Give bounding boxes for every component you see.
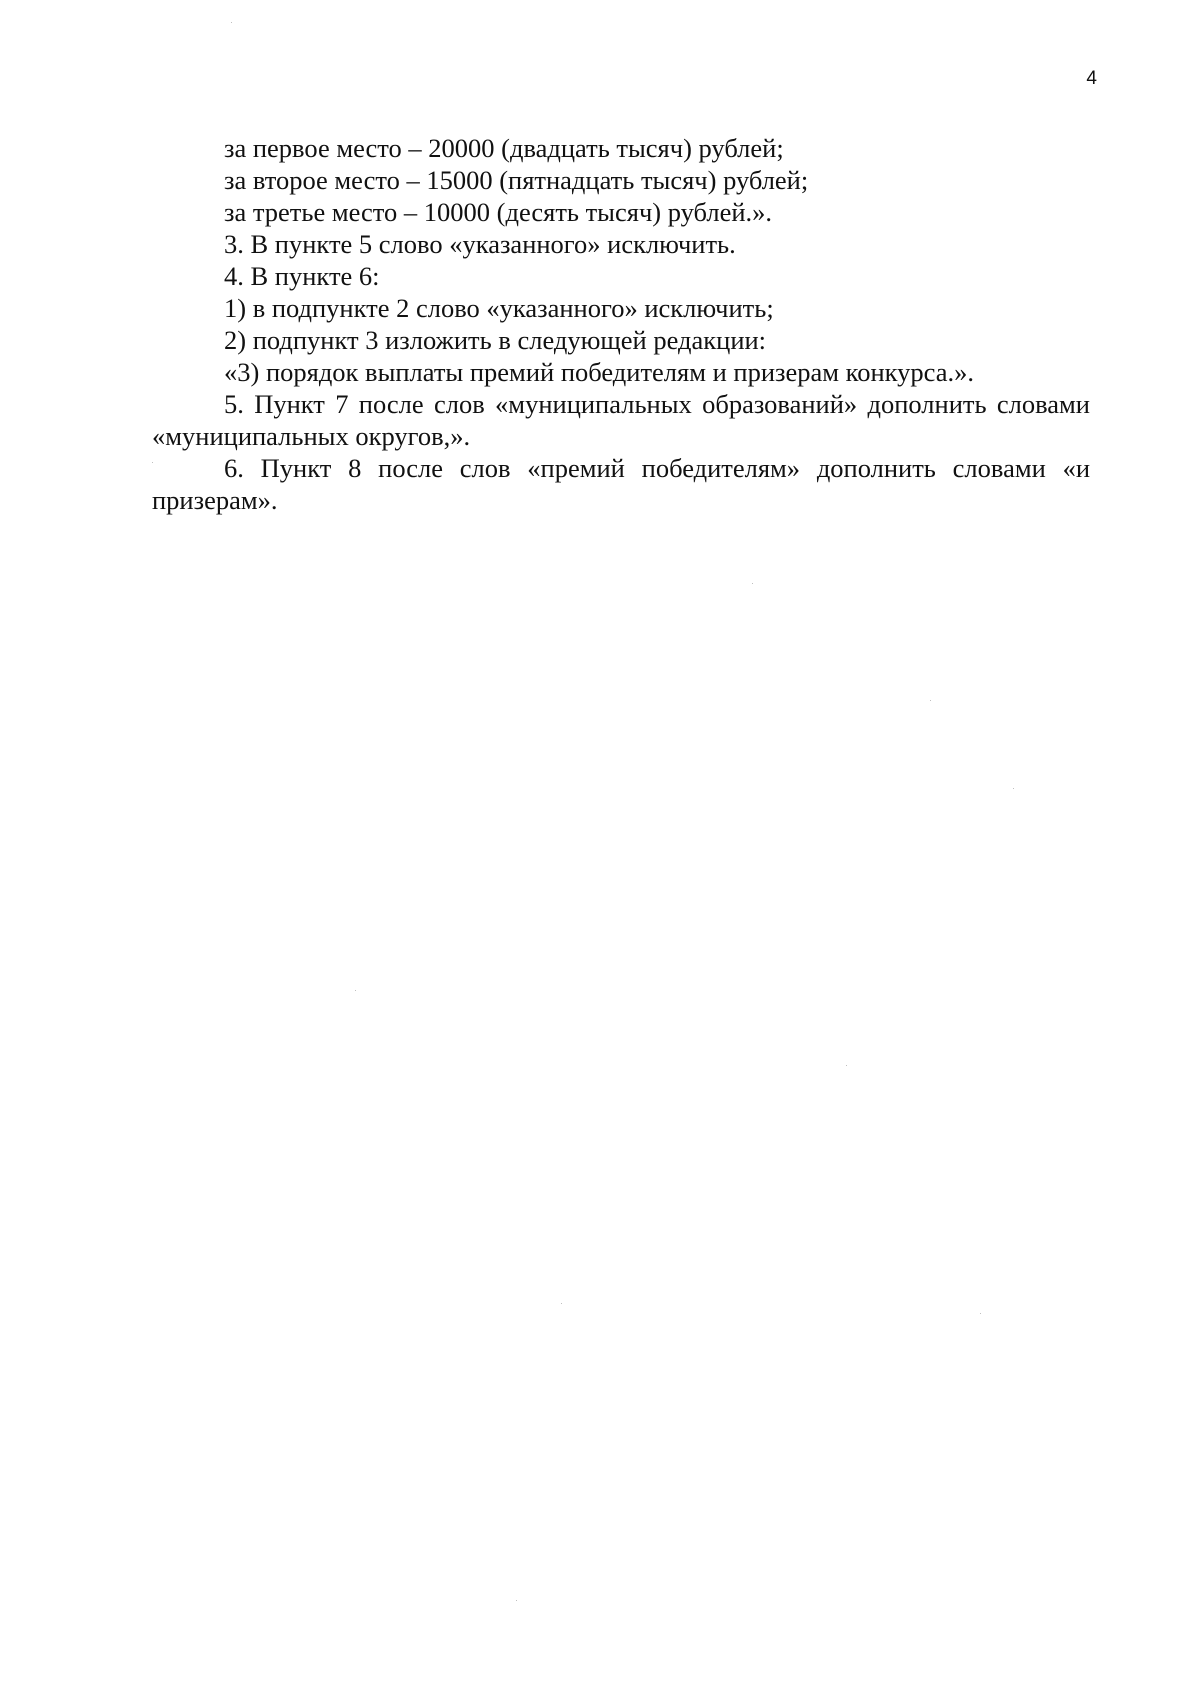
paragraph-item-6: 6. Пункт 8 после слов «премий победителям» дополнить словами «и призерам». xyxy=(152,453,1090,515)
scan-speck xyxy=(752,583,753,584)
scan-speck xyxy=(355,990,356,991)
paragraph-prize-third: за третье место – 10000 (десять тысяч) рублей.». xyxy=(224,197,773,227)
scan-speck xyxy=(930,700,931,701)
paragraph-subitem-3-text: «3) порядок выплаты премий победителям и призерам конкурса.». xyxy=(224,357,974,387)
scan-speck xyxy=(516,1600,517,1601)
paragraph-subitem-2: 2) подпункт 3 изложить в следующей редакции: xyxy=(224,325,767,355)
paragraph-prize-second: за второе место – 15000 (пятнадцать тысяч) рублей; xyxy=(224,165,809,195)
scan-speck xyxy=(1013,788,1014,789)
scan-speck xyxy=(846,1065,847,1066)
scan-speck xyxy=(152,462,153,463)
paragraph-subitem-1: 1) в подпункте 2 слово «указанного» исключить; xyxy=(224,293,774,323)
scan-speck xyxy=(561,1303,562,1304)
paragraph-item-4: 4. В пункте 6: xyxy=(224,261,380,291)
scan-speck xyxy=(231,22,232,23)
paragraph-item-5: 5. Пункт 7 после слов «муниципальных образований» дополнить словами «муниципальных округов,». xyxy=(152,389,1090,451)
document-body xyxy=(152,132,1090,516)
paragraph-prize-first: за первое место – 20000 (двадцать тысяч) рублей; xyxy=(224,133,784,163)
paragraph-item-3: 3. В пункте 5 слово «указанного» исключить. xyxy=(224,229,736,259)
scan-speck xyxy=(980,1313,981,1314)
page-number: 4 xyxy=(1086,68,1097,89)
